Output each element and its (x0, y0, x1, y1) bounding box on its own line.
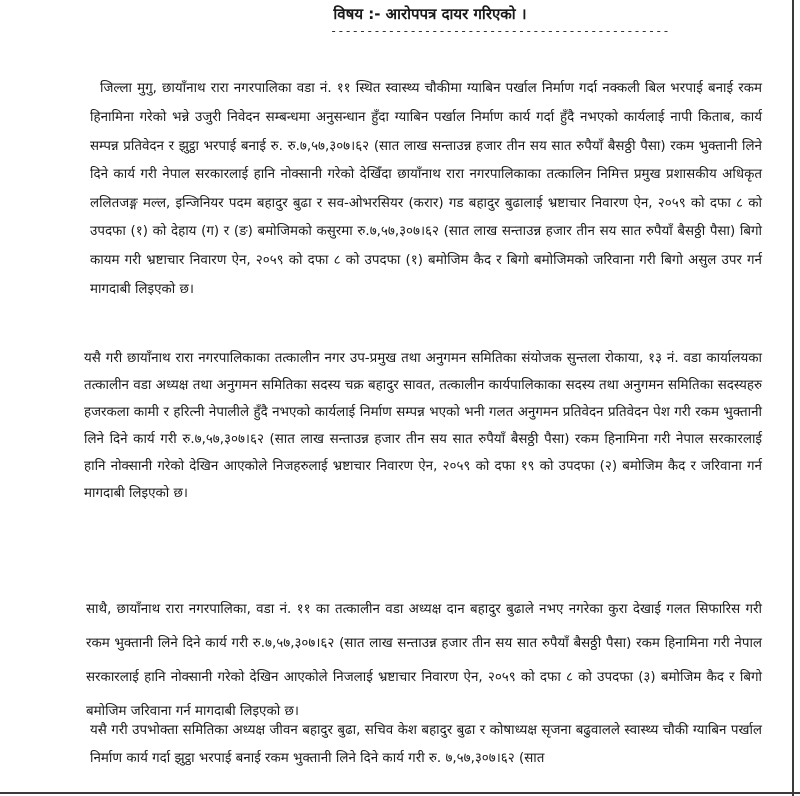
subject-heading: विषय :- आरोपपत्र दायर गरिएको । (333, 5, 527, 23)
paragraph-1: जिल्ला मुगु, छायाँनाथ रारा नगरपालिका वडा नं. ११ स्थित स्वास्थ्य चौकीमा ग्याबिन पर्खाल निर्माण गर्दा नक्कली बिल भरपाई बनाई रकम हिनामिना गरेको भन्ने उजुरी निवेदन सम्बन्धमा अनुसन्धान हुँदा ग्याबिन पर्खाल निर्माण कार्य गर्दा हुँदै नभएको कार्यलाई नापी किताब, कार्य सम्पन्न प्रतिवेदन र झुट्ठा भरपाई बनाई रु. रु.७,५७,३०७।६२ (सात लाख सन्ताउन्न हजार तीन सय सात रुपैयाँ बैसठ्ठी पैसा) रकम भुक्तानी लिने दिने कार्य गरी नेपाल सरकारलाई हानि नोक्सानी गरेको देखिँदा छायाँनाथ रारा नगरपालिकाका तत्कालिन निमित्त प्रमुख प्रशासकीय अधिकृत ललितजङ्ग मल्ल, इन्जिनियर पदम बहादुर बुढा र सव-ओभरसियर (करार) गड बहादुर बुढालाई भ्रष्टाचार निवारण ऐन, २०५९ को दफा ८ को उपदफा (१) को देहाय (ग) र (ङ) बमोजिमको कसुरमा रु.७,५७,३०७।६२ (सात लाख सन्ताउन्न हजार तीन सय सात रुपैयाँ बैसठ्ठी पैसा) बिगो कायम गरी भ्रष्टाचार निवारण ऐन, २०५९ को दफा ८ को उपदफा (१) बमोजिम कैद र बिगो बमोजिमको जरिवाना गरी बिगो असुल उपर गर्न मागदाबी लिइएको छ। (90, 81, 762, 297)
heading-underline: ----------------------------------------------- (330, 24, 670, 38)
paragraph-2: यसै गरी छायाँनाथ रारा नगरपालिकाका तत्कालीन नगर उप-प्रमुख तथा अनुगमन समितिका संयोजक सुन्तला रोकाया, १३ नं. वडा कार्यालयका तत्कालीन वडा अध्यक्ष तथा अनुगमन समितिका सदस्य चक्र बहादुर सावत, तत्कालीन कार्यपालिकाका सदस्य तथा अनुगमन समितिका सदस्यहरु हजरकला कामी र हरित्नी नेपालीले हुँदै नभएको कार्यलाई निर्माण सम्पन्न भएको भनी गलत अनुगमन प्रतिवेदन प्रतिवेदन पेश गरी रकम भुक्तानी लिने दिने कार्य गरी रु.७,५७,३०७।६२ (सात लाख सन्ताउन्न हजार तीन सय सात रुपैयाँ बैसठ्ठी पैसा) रकम हिनामिना गरी नेपाल सरकारलाई हानि नोक्सानी गरेको देखिन आएकोले निजहरुलाई भ्रष्टाचार निवारण ऐन, २०५९ को दफा १९ को उपदफा (२) बमोजिम कैद र जरिवाना गर्न मागदाबी लिइएको छ। (84, 351, 762, 502)
page-edge-right (792, 0, 794, 796)
page-edge-bottom (0, 792, 800, 794)
paragraph-3: साथै, छायाँनाथ रारा नगरपालिका, वडा नं. ११ का तत्कालीन वडा अध्यक्ष दान बहादुर बुढाले नभए नगरेका कुरा देखाई गलत सिफारिस गरी रकम भुक्तानी लिने दिने कार्य गरी रु.७,५७,३०७।६२ (सात लाख सन्ताउन्न हजार तीन सय सात रुपैयाँ बैसठ्ठी पैसा) रकम हिनामिना गरी नेपाल सरकारलाई हानि नोक्सानी गरेको देखिन आएकोले निजलाई भ्रष्टाचार निवारण ऐन, २०५९ को दफा ८ को उपदफा (३) बमोजिम कैद र बिगो बमोजिम जरिवाना गर्न मागदाबी लिइएको छ। (86, 602, 762, 720)
paragraph-4: यसै गरी उपभोक्ता समितिका अध्यक्ष जीवन बहादुर बुढा, सचिव केश बहादुर बुढा र कोषाध्यक्ष सृजना बढुवालले स्वास्थ्य चौकी ग्याबिन पर्खाल निर्माण कार्य गर्दा झुट्ठा भरपाई बनाई रकम भुक्तानी लिने दिने कार्य गरी रु. ७,५७,३०७।६२ (सात (90, 723, 762, 767)
